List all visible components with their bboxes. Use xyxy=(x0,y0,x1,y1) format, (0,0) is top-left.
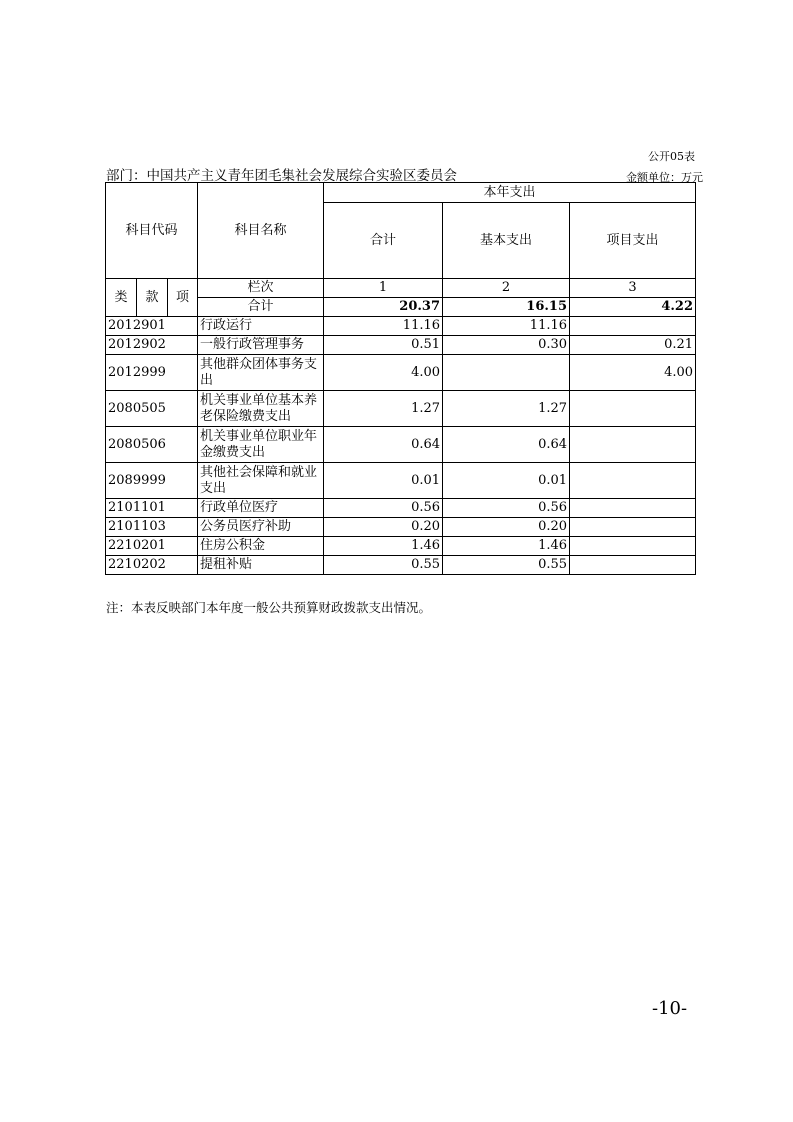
row-project xyxy=(570,518,696,537)
form-number: 公开05表 xyxy=(648,150,695,163)
row-code: 2080505 xyxy=(106,391,198,427)
row-basic: 0.20 xyxy=(443,518,570,537)
header-total: 合计 xyxy=(324,203,443,279)
row-basic: 0.64 xyxy=(443,427,570,463)
row-name: 机关事业单位基本养老保险缴费支出 xyxy=(198,391,324,427)
row-code: 2101101 xyxy=(106,499,198,518)
row-project: 4.00 xyxy=(570,355,696,391)
row-name: 行政运行 xyxy=(198,317,324,336)
row-name: 其他群众团体事务支出 xyxy=(198,355,324,391)
row-code: 2012999 xyxy=(106,355,198,391)
row-name: 公务员医疗补助 xyxy=(198,518,324,537)
row-name: 住房公积金 xyxy=(198,537,324,556)
row-code: 2012901 xyxy=(106,317,198,336)
row-total: 0.01 xyxy=(324,463,443,499)
table-row xyxy=(106,463,696,499)
header-kuan: 款 xyxy=(137,279,168,317)
row-basic: 1.46 xyxy=(443,537,570,556)
total-label: 合计 xyxy=(198,298,324,317)
row-code: 2089999 xyxy=(106,463,198,499)
row-basic: 0.55 xyxy=(443,556,570,575)
row-name: 提租补贴 xyxy=(198,556,324,575)
amount-unit: 金额单位：万元 xyxy=(626,171,703,184)
header-lei: 类 xyxy=(106,279,137,317)
row-total: 0.56 xyxy=(324,499,443,518)
department-name: 部门：中国共产主义青年团毛集社会发展综合实验区委员会 xyxy=(106,168,457,184)
total-value: 20.37 xyxy=(324,298,443,317)
row-total: 1.27 xyxy=(324,391,443,427)
lanci-2: 2 xyxy=(443,279,570,298)
row-total: 11.16 xyxy=(324,317,443,336)
table-note: 注：本表反映部门本年度一般公共预算财政拨款支出情况。 xyxy=(106,600,432,615)
table-row xyxy=(106,391,696,427)
row-name: 机关事业单位职业年金缴费支出 xyxy=(198,427,324,463)
row-project xyxy=(570,427,696,463)
row-total: 0.20 xyxy=(324,518,443,537)
row-basic: 0.01 xyxy=(443,463,570,499)
row-code: 2012902 xyxy=(106,336,198,355)
row-project: 0.21 xyxy=(570,336,696,355)
header-project: 项目支出 xyxy=(570,203,696,279)
row-project xyxy=(570,537,696,556)
header-subject-name: 科目名称 xyxy=(198,183,324,279)
row-name: 一般行政管理事务 xyxy=(198,336,324,355)
row-name: 行政单位医疗 xyxy=(198,499,324,518)
row-code: 2080506 xyxy=(106,427,198,463)
row-project xyxy=(570,463,696,499)
row-project xyxy=(570,499,696,518)
table-row xyxy=(106,336,696,355)
table-row xyxy=(106,556,696,575)
row-project xyxy=(570,391,696,427)
row-total: 0.64 xyxy=(324,427,443,463)
header-year-expenditure: 本年支出 xyxy=(324,183,696,203)
row-basic: 11.16 xyxy=(443,317,570,336)
row-project xyxy=(570,556,696,575)
row-total: 0.51 xyxy=(324,336,443,355)
table-row xyxy=(106,518,696,537)
row-basic: 0.30 xyxy=(443,336,570,355)
table-row xyxy=(106,537,696,556)
table-row xyxy=(106,499,696,518)
row-basic: 1.27 xyxy=(443,391,570,427)
table-row xyxy=(106,427,696,463)
lanci-label: 栏次 xyxy=(198,279,324,298)
header-basic: 基本支出 xyxy=(443,203,570,279)
header-xiang: 项 xyxy=(168,279,198,317)
page-number: -10- xyxy=(652,998,688,1019)
row-code: 2210201 xyxy=(106,537,198,556)
row-code: 2210202 xyxy=(106,556,198,575)
row-project xyxy=(570,317,696,336)
header-subject-code: 科目代码 xyxy=(106,183,198,279)
row-total: 4.00 xyxy=(324,355,443,391)
lanci-3: 3 xyxy=(570,279,696,298)
row-total: 1.46 xyxy=(324,537,443,556)
table-row xyxy=(106,317,696,336)
table-row xyxy=(106,355,696,391)
total-project-value: 4.22 xyxy=(570,298,696,317)
total-basic-value: 16.15 xyxy=(443,298,570,317)
lanci-1: 1 xyxy=(324,279,443,298)
row-code: 2101103 xyxy=(106,518,198,537)
expenditure-table xyxy=(105,182,696,575)
row-basic xyxy=(443,355,570,391)
row-total: 0.55 xyxy=(324,556,443,575)
row-name: 其他社会保障和就业支出 xyxy=(198,463,324,499)
row-basic: 0.56 xyxy=(443,499,570,518)
